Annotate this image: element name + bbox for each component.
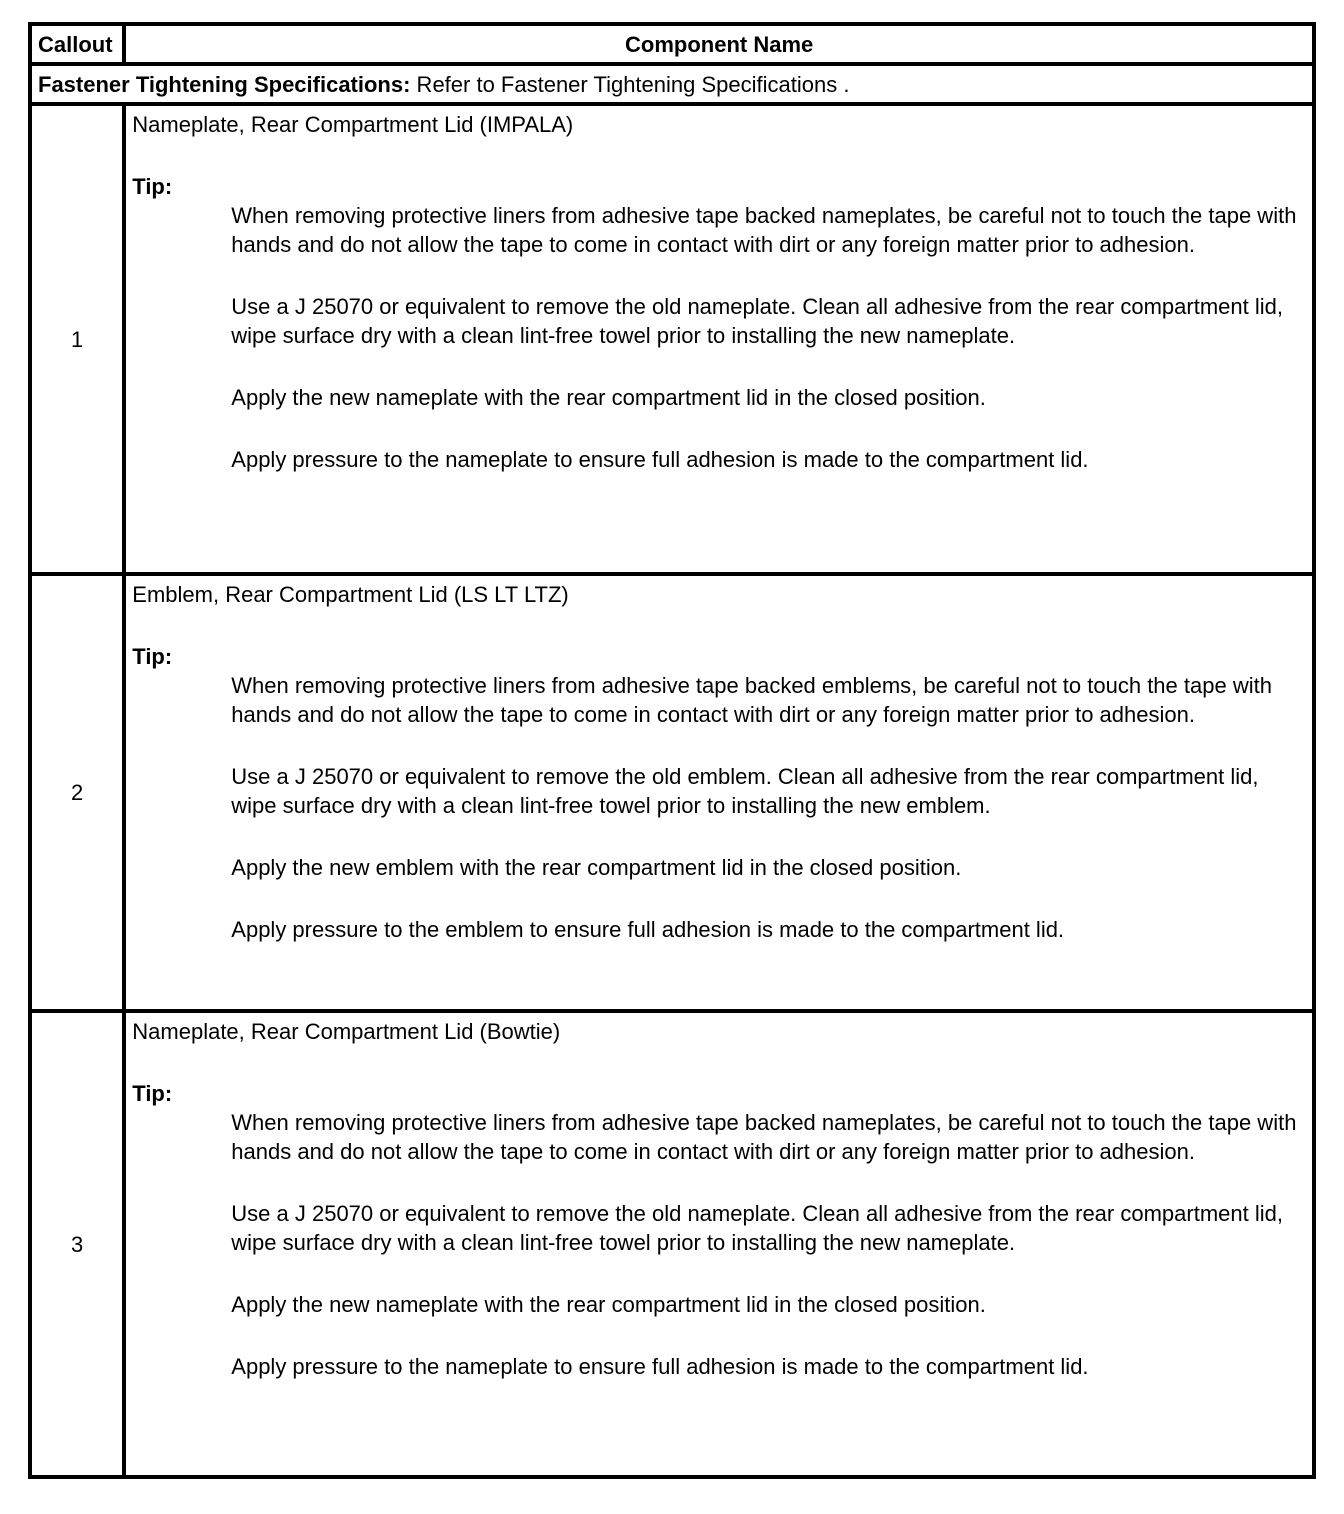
component-cell (124, 574, 1314, 1011)
component-title: Nameplate, Rear Compartment Lid (Bowtie) (132, 1019, 561, 1044)
tip-label: Tip: (132, 1081, 173, 1106)
callout-header: Callout (30, 24, 124, 64)
tip-paragraph: Use a J 25070 or equivalent to remove the old nameplate. Clean all adhesive from the rear compartment lid, wipe surface dry with a clean lint-free towel prior to installing the new nameplate. (231, 1201, 1283, 1255)
tip-paragraph: Apply the new nameplate with the rear compartment lid in the closed position. (231, 1292, 986, 1317)
fastener-spec-text: Refer to Fastener Tightening Specifications . (410, 71, 850, 97)
fastener-spec-cell (30, 64, 1314, 104)
tip-body (231, 201, 1306, 474)
header-row (30, 24, 1314, 64)
tip-paragraph: When removing protective liners from adhesive tape backed emblems, be careful not to touch the tape with hands and do not allow the tape to come in contact with dirt or any foreign matter prior to adhesion. (231, 673, 1272, 727)
tip-paragraph: Apply pressure to the nameplate to ensure full adhesion is made to the compartment lid. (231, 1354, 1089, 1379)
tip-paragraph: Apply pressure to the emblem to ensure full adhesion is made to the compartment lid. (231, 917, 1065, 942)
callout-number: 3 (30, 1011, 124, 1477)
tip-body (231, 1108, 1306, 1381)
fastener-spec-label: Fastener Tightening Specifications: (38, 71, 411, 97)
component-title: Emblem, Rear Compartment Lid (LS LT LTZ) (132, 582, 569, 607)
tip-paragraph: Use a J 25070 or equivalent to remove the old nameplate. Clean all adhesive from the rear compartment lid, wipe surface dry with a clean lint-free towel prior to installing the new nameplate. (231, 294, 1283, 348)
tip-paragraph: Apply the new nameplate with the rear compartment lid in the closed position. (231, 385, 986, 410)
table-row (30, 1011, 1314, 1477)
tip-label: Tip: (132, 644, 173, 669)
component-title: Nameplate, Rear Compartment Lid (IMPALA) (132, 112, 574, 137)
tip-paragraph: When removing protective liners from adhesive tape backed nameplates, be careful not to touch the tape with hands and do not allow the tape to come in contact with dirt or any foreign matter prior to adhesion. (231, 1110, 1297, 1164)
tip-paragraph: Apply pressure to the nameplate to ensure full adhesion is made to the compartment lid. (231, 447, 1089, 472)
component-name-header: Component Name (124, 24, 1314, 64)
component-cell (124, 1011, 1314, 1477)
component-cell (124, 104, 1314, 574)
component-spec-table (28, 22, 1316, 1479)
table-row (30, 574, 1314, 1011)
fastener-spec-row (30, 64, 1314, 104)
table-row (30, 104, 1314, 574)
tip-label: Tip: (132, 174, 173, 199)
callout-number: 1 (30, 104, 124, 574)
callout-number: 2 (30, 574, 124, 1011)
tip-paragraph: When removing protective liners from adhesive tape backed nameplates, be careful not to touch the tape with hands and do not allow the tape to come in contact with dirt or any foreign matter prior to adhesion. (231, 203, 1297, 257)
tip-paragraph: Use a J 25070 or equivalent to remove the old emblem. Clean all adhesive from the rear compartment lid, wipe surface dry with a clean lint-free towel prior to installing the new emblem. (231, 764, 1259, 818)
tip-paragraph: Apply the new emblem with the rear compartment lid in the closed position. (231, 855, 962, 880)
tip-body (231, 671, 1306, 944)
